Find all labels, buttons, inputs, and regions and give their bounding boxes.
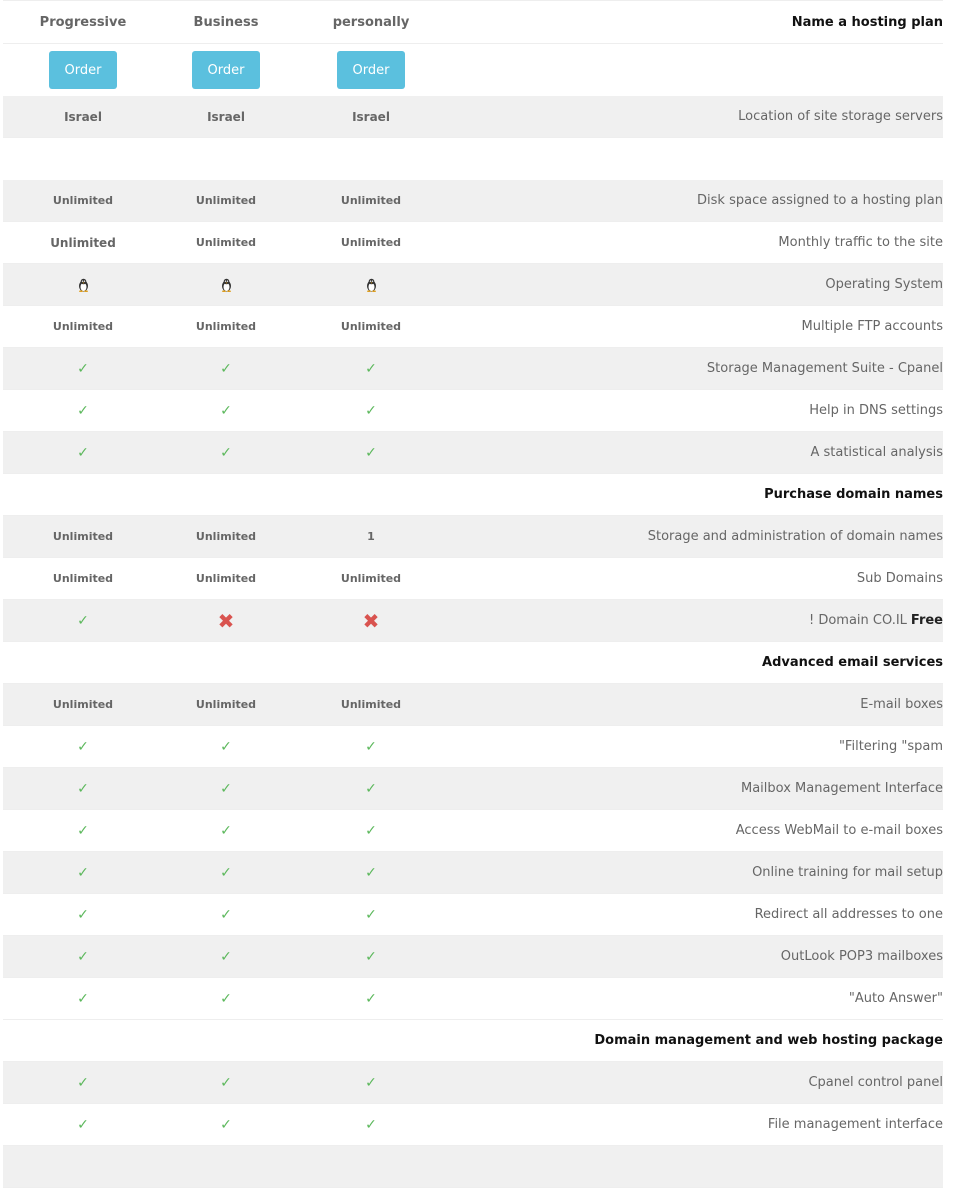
table-cell: Unlimited [340,236,402,249]
subdomains-row [3,558,943,600]
check-icon: ✓ [365,738,377,755]
linux-tux-icon [77,278,90,292]
row-label: "Filtering "spam [838,739,943,754]
check-icon: ✓ [365,444,377,461]
check-icon: ✓ [220,906,232,923]
location-row [3,96,943,138]
row-label: File management interface [767,1117,943,1132]
plan-name-progressive: Progressive [39,14,127,30]
order-button-business[interactable]: Order [192,51,260,89]
redirect-row [3,894,943,936]
row-label: "Auto Answer" [848,991,943,1006]
check-icon: ✓ [77,444,89,461]
check-icon: ✓ [77,990,89,1007]
file-management-row [3,1104,943,1146]
section-header-domains [3,474,943,516]
check-icon: ✓ [365,864,377,881]
table-row [3,1146,943,1188]
check-icon: ✓ [77,612,89,629]
row-label: E-mail boxes [860,697,943,712]
section-title: Advanced email services [762,655,943,670]
check-icon: ✓ [77,738,89,755]
check-icon: ✓ [77,906,89,923]
row-label: OutLook POP3 mailboxes [780,949,943,964]
table-cell: Unlimited [195,698,257,711]
training-row [3,852,943,894]
section-header-email [3,642,943,684]
section-title: Domain management and web hosting package [594,1033,943,1048]
table-cell: Unlimited [195,194,257,207]
row-label: Online training for mail setup [752,865,943,880]
row-label: Sub Domains [856,571,943,586]
location-value: Israel [352,109,390,124]
linux-tux-icon [365,278,378,292]
coil-domain-row [3,600,943,642]
table-cell: Unlimited [340,572,402,585]
check-icon: ✓ [365,360,377,377]
check-icon: ✓ [77,360,89,377]
plan-name-personally: personally [332,14,410,30]
check-icon: ✓ [220,948,232,965]
check-icon: ✓ [365,990,377,1007]
check-icon: ✓ [77,1116,89,1133]
check-icon: ✓ [77,948,89,965]
check-icon: ✓ [220,360,232,377]
check-icon: ✓ [220,1074,232,1091]
free-badge: Free [910,613,943,628]
row-label [809,600,943,641]
table-cell: Unlimited [50,235,116,250]
row-label: Disk space assigned to a hosting plan [697,193,943,208]
table-cell: Unlimited [195,572,257,585]
domain-storage-row [3,516,943,558]
cpanel-row [3,1062,943,1104]
table-cell: Unlimited [52,530,114,543]
linux-tux-icon [220,278,233,292]
dns-row [3,390,943,432]
table-cell: Unlimited [52,698,114,711]
order-button-personally[interactable]: Order [337,51,405,89]
check-icon: ✓ [77,780,89,797]
table-cell: Unlimited [195,530,257,543]
webmail-row [3,810,943,852]
check-icon: ✓ [220,1116,232,1133]
row-label: A statistical analysis [810,445,943,460]
check-icon: ✓ [77,402,89,419]
order-button-progressive[interactable]: Order [49,51,117,89]
location-value: Israel [207,109,245,124]
table-cell: Unlimited [52,320,114,333]
cross-icon: ✖ [362,608,380,633]
spam-row [3,726,943,768]
location-value: Israel [64,109,102,124]
check-icon: ✓ [365,1116,377,1133]
check-icon: ✓ [220,864,232,881]
check-icon: ✓ [365,780,377,797]
check-icon: ✓ [77,1074,89,1091]
check-icon: ✓ [220,822,232,839]
table-cell: Unlimited [340,194,402,207]
section-header-management [3,1020,943,1062]
traffic-row [3,222,943,264]
row-label: Monthly traffic to the site [778,235,943,250]
order-buttons-row [3,44,943,96]
coil-label: ! Domain CO.IL [808,613,907,628]
table-cell: Unlimited [340,320,402,333]
row-label: Cpanel control panel [808,1075,943,1090]
check-icon: ✓ [365,822,377,839]
mailbox-ui-row [3,768,943,810]
row-label: Operating System [825,277,943,292]
outlook-row [3,936,943,978]
check-icon: ✓ [220,738,232,755]
row-label: Mailbox Management Interface [740,781,943,796]
row-label: Storage Management Suite - Cpanel [706,361,943,376]
plan-name-business: Business [193,14,259,30]
check-icon: ✓ [365,906,377,923]
check-icon: ✓ [365,948,377,965]
table-cell: Unlimited [52,194,114,207]
table-cell: Unlimited [52,572,114,585]
stats-row [3,432,943,474]
row-label: Help in DNS settings [809,403,943,418]
check-icon: ✓ [365,1074,377,1091]
row-label: Redirect all addresses to one [754,907,943,922]
row-label: Multiple FTP accounts [801,319,943,334]
section-title: Purchase domain names [764,487,943,502]
row-label: Storage and administration of domain names [647,529,943,544]
table-cell: Unlimited [195,236,257,249]
os-row [3,264,943,306]
disk-row [3,180,943,222]
header-label: Name a hosting plan [791,14,943,30]
check-icon: ✓ [220,444,232,461]
check-icon: ✓ [220,780,232,797]
check-icon: ✓ [77,864,89,881]
cross-icon: ✖ [217,608,235,633]
location-label: Location of site storage servers [738,109,943,124]
check-icon: ✓ [220,990,232,1007]
table-cell: 1 [367,530,375,543]
check-icon: ✓ [220,402,232,419]
cpanel-suite-row [3,348,943,390]
row-label: Access WebMail to e-mail boxes [735,823,943,838]
autoanswer-row [3,978,943,1020]
email-boxes-row [3,684,943,726]
hosting-comparison-table [3,0,943,1188]
plan-header-row [3,0,943,44]
ftp-row [3,306,943,348]
table-cell: Unlimited [195,320,257,333]
table-cell: Unlimited [340,698,402,711]
spacer-row [3,138,943,180]
check-icon: ✓ [77,822,89,839]
check-icon: ✓ [365,402,377,419]
